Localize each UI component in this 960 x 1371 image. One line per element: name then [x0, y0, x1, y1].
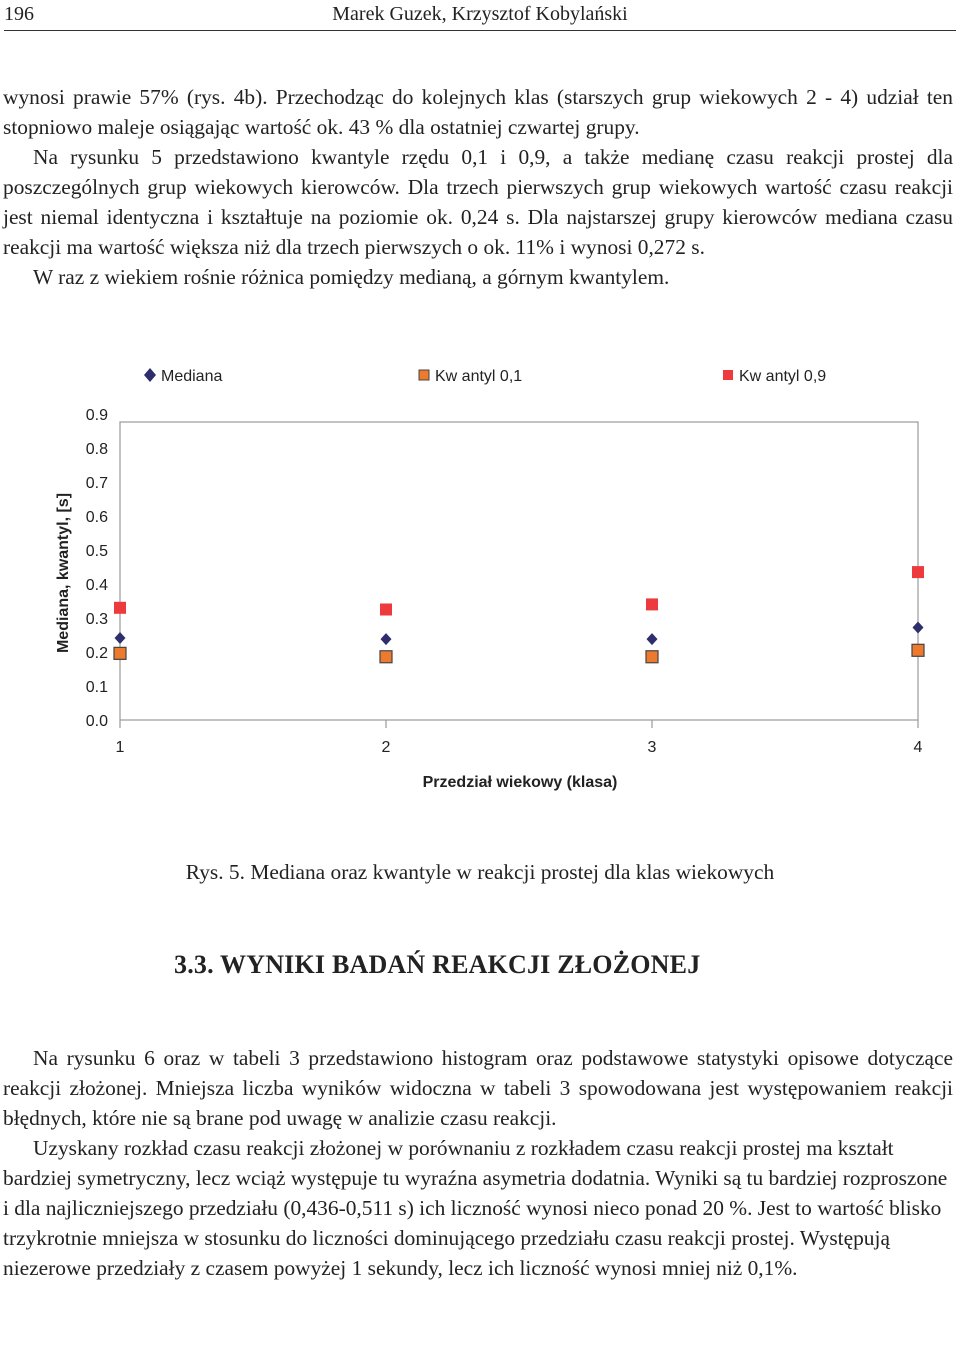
x-tick-label: 3	[647, 739, 657, 756]
y-tick-label: 0.6	[85, 509, 108, 526]
x-axis-ticks	[116, 720, 923, 756]
q10-point	[912, 644, 924, 656]
legend-label-q90: Kw antyl 0,9	[739, 368, 827, 385]
q90-point	[646, 598, 658, 610]
legend-label-median: Mediana	[161, 368, 223, 385]
intro-paragraph-2: Na rysunku 5 przedstawiono kwantyle rzędu 0,1 i 0,9, a także medianę czasu reakcji prostej dla poszczególnych grup wiekowych kierowców. Dla trzech pierwszych grup wiekowych wartość czasu reakcji jest niemal identyczna i kształtuje na poziomie ok. 0,24 s. Dla najstarszej grupy kierowców mediana czasu reakcji ma wartość większa niż dla trzech pierwszych o ok. 11% i wynosi 0,272 s.	[3, 145, 953, 259]
y-tick-label: 0.8	[85, 441, 108, 458]
legend-item-q10	[419, 368, 522, 385]
median-point	[115, 632, 126, 644]
median-point	[381, 633, 392, 645]
y-tick-label: 0.4	[85, 577, 108, 594]
x-tick-label: 4	[913, 739, 923, 756]
legend-label-q10: Kw antyl 0,1	[435, 368, 523, 385]
q10-point	[114, 647, 126, 659]
q10-point	[646, 651, 658, 663]
legend-marker-q90	[723, 370, 733, 380]
intro-text	[3, 82, 953, 292]
x-tick-label: 1	[115, 739, 125, 756]
quantile-chart	[0, 350, 960, 800]
q10-point	[380, 651, 392, 663]
legend-item-q90	[723, 368, 826, 385]
running-header	[4, 0, 956, 31]
intro-paragraph-3: W raz z wiekiem rośnie różnica pomiędzy medianą, a górnym kwantylem.	[33, 265, 670, 289]
body-paragraph-1: Na rysunku 6 oraz w tabeli 3 przedstawiono histogram oraz podstawowe statystyki opisowe dotyczące reakcji złożonej. Mniejsza liczba wyników widoczna w tabeli 3 spowodowana jest występowaniem reakcji błędnych, które nie są brane pod uwagę w analizie czasu reakcji.	[3, 1046, 953, 1130]
plot-area	[120, 422, 918, 720]
median-point	[647, 633, 658, 645]
x-axis-label: Przedział wiekowy (klasa)	[422, 774, 618, 791]
y-tick-label: 0.7	[85, 475, 108, 492]
x-tick-label: 2	[381, 739, 391, 756]
running-header-authors: Marek Guzek, Krzysztof Kobylański	[332, 3, 628, 25]
q90-point	[912, 566, 924, 578]
q90-point	[114, 602, 126, 614]
y-axis-ticks	[86, 407, 108, 730]
q90-point	[380, 604, 392, 616]
y-tick-label: 0.1	[85, 679, 108, 696]
legend-marker-q10	[419, 370, 429, 380]
y-tick-label: 0.2	[85, 645, 108, 662]
figure-caption: Rys. 5. Mediana oraz kwantyle w reakcji prostej dla klas wiekowych	[185, 860, 775, 884]
y-tick-label: 0.3	[85, 611, 108, 628]
section-heading: 3.3. WYNIKI BADAŃ REAKCJI ZŁOŻONEJ	[174, 950, 701, 979]
y-tick-label: 0.5	[85, 543, 108, 560]
legend-item-median	[144, 368, 222, 385]
chart-legend	[144, 368, 826, 385]
y-tick-label: 0.9	[85, 407, 108, 424]
y-tick-label: 0.0	[85, 713, 108, 730]
body-text	[3, 1043, 953, 1283]
median-point	[913, 622, 924, 634]
data-points	[114, 566, 924, 663]
legend-marker-median	[144, 368, 156, 382]
intro-paragraph-1: wynosi prawie 57% (rys. 4b). Przechodząc do kolejnych klas (starszych grup wiekowych 2 - 4) udział ten stopniowo maleje osiągając wartość ok. 43 % dla ostatniej czwartej grupy.	[3, 85, 953, 139]
y-axis-label: Mediana, kwantyl, [s]	[55, 492, 72, 654]
body-paragraph-2: Uzyskany rozkład czasu reakcji złożonej w porównaniu z rozkładem czasu reakcji prostej ma kształt bardziej symetryczny, lecz wciąż występuje tu wyraźna asymetria dodatnia. Wyniki są tu bardziej rozproszone i dla najliczniejszego przedziału (0,436-0,511 s) ich liczność wynosi nieco ponad 20 %. Jest to wartość blisko trzykrotnie mniejsza w stosunku do liczności dominującego przedziału czasu reakcji prostej. Występują niezerowe przedziały z czasem powyżej 1 sekundy, lecz ich liczność wynosi mniej niż 0,1%.	[3, 1136, 948, 1280]
page-number: 196	[4, 3, 34, 25]
